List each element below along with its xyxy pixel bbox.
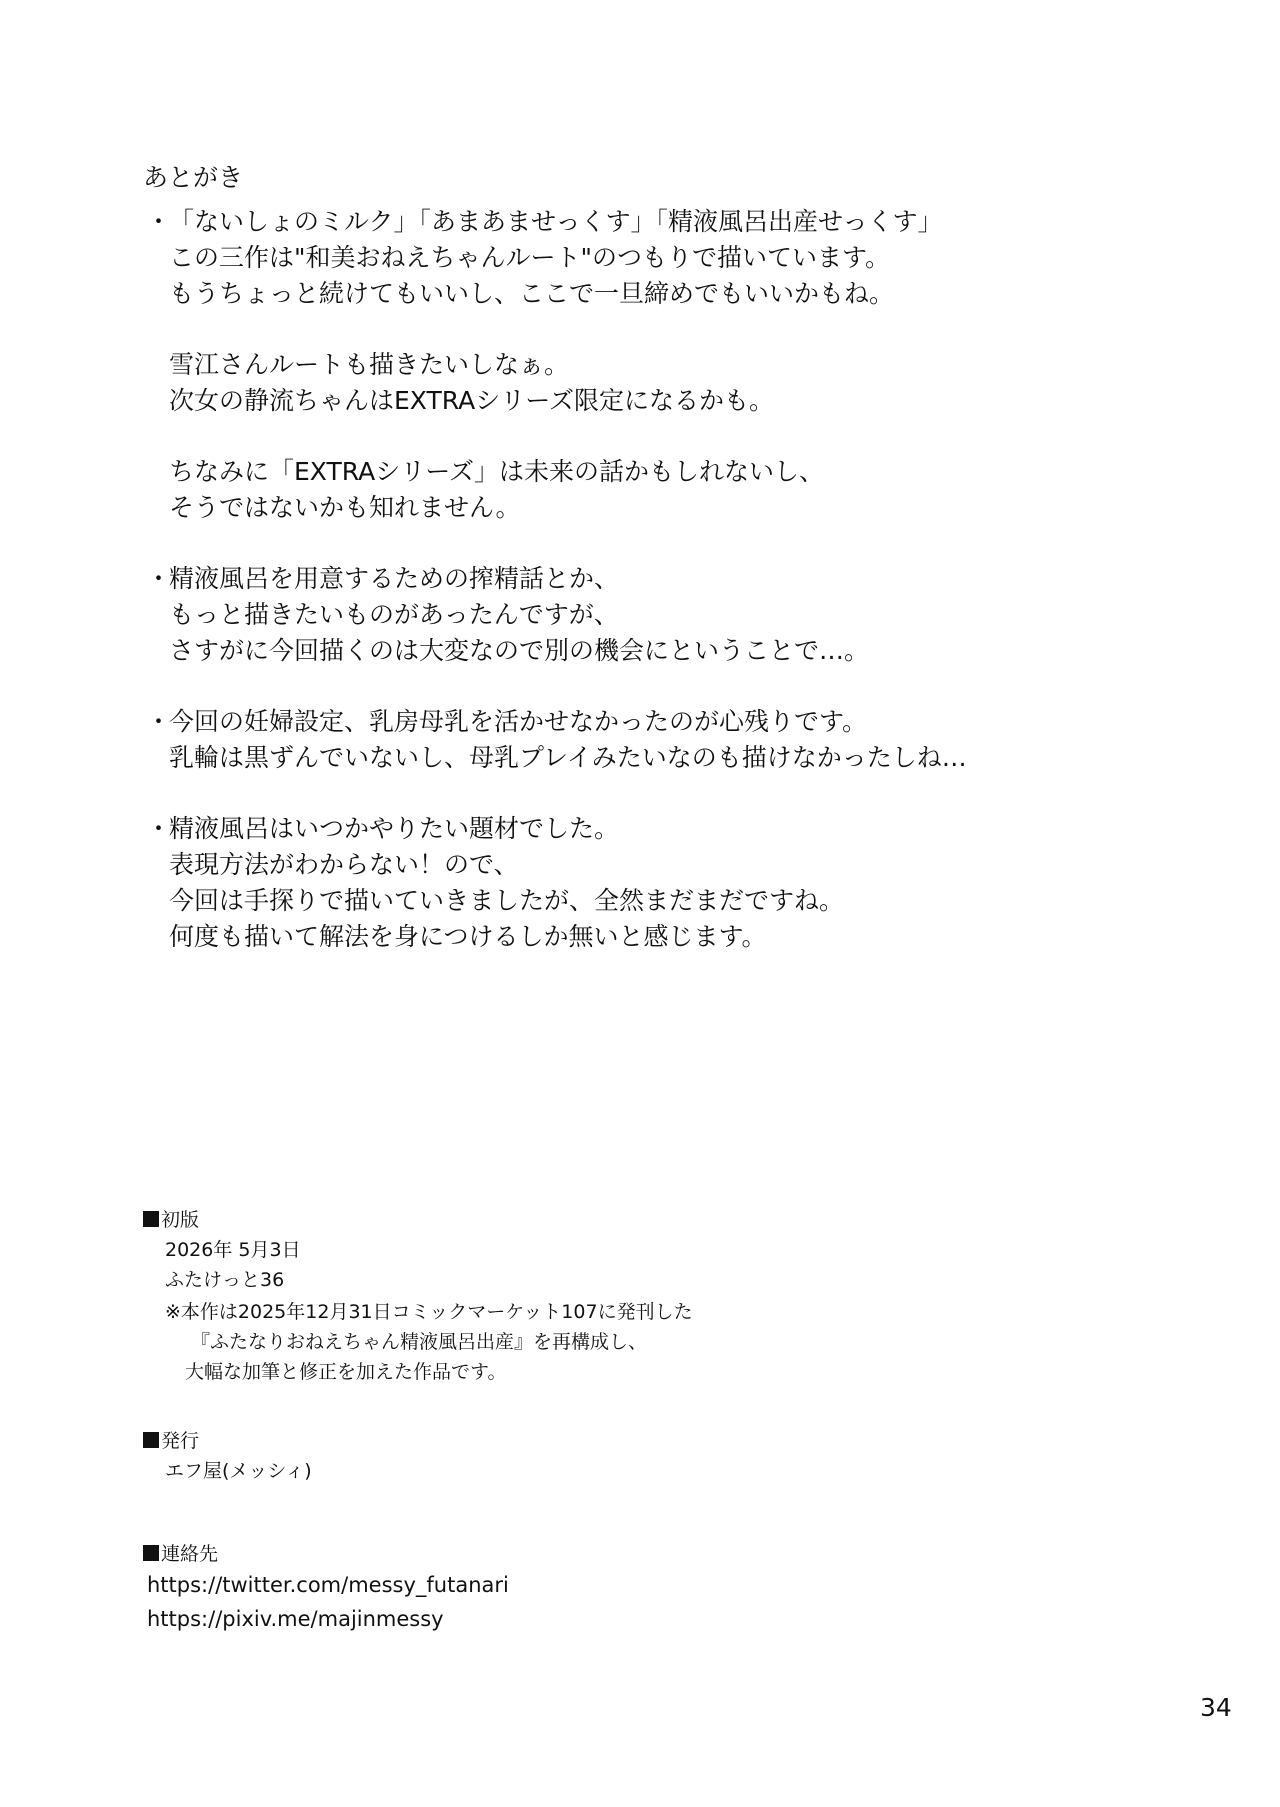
afterword-title: あとがき bbox=[143, 163, 244, 192]
publisher-heading bbox=[143, 1427, 199, 1455]
twitter-url: https://twitter.com/messy_futanari bbox=[147, 1573, 509, 1597]
page-number: 34 bbox=[1200, 1693, 1232, 1722]
afterword-line: 表現方法がわからない！ので、 bbox=[169, 850, 519, 879]
afterword-line: この三作は"和美おねえちゃんルート"のつもりで描いています。 bbox=[169, 243, 891, 272]
first-edition-heading bbox=[143, 1206, 199, 1234]
afterword-line: ちなみに「EXTRAシリーズ」は未来の話かもしれないし、 bbox=[169, 457, 824, 486]
afterword-line: そうではないかも知れません。 bbox=[169, 493, 521, 522]
bullet-1: ・ bbox=[146, 207, 172, 236]
square-bullet-icon bbox=[143, 1545, 159, 1561]
afterword-line: 乳輪は黒ずんでいないし、母乳プレイみたいなのも描けなかったしね… bbox=[169, 743, 967, 772]
afterword-line: もっと描きたいものがあったんですが、 bbox=[169, 600, 619, 629]
first-edition-note-line: 大幅な加筆と修正を加えた作品です。 bbox=[185, 1361, 507, 1383]
pixiv-url: https://pixiv.me/majinmessy bbox=[147, 1607, 444, 1631]
afterword-line: 精液風呂はいつかやりたい題材でした。 bbox=[169, 814, 620, 843]
afterword-line: さすがに今回描くのは大変なので別の機会にということで…。 bbox=[169, 636, 870, 665]
first-edition-note-line: ※本作は2025年12月31日コミックマーケット107に発刊した bbox=[165, 1301, 693, 1323]
afterword-line: 今回の妊婦設定、乳房母乳を活かせなかったのが心残りです。 bbox=[169, 707, 868, 736]
square-bullet-icon bbox=[143, 1432, 159, 1448]
afterword-line: 次女の静流ちゃんはEXTRAシリーズ限定になるかも。 bbox=[169, 386, 774, 415]
bullet-2: ・ bbox=[146, 564, 172, 593]
afterword-line: 精液風呂を用意するための搾精話とか、 bbox=[169, 564, 620, 593]
contact-heading bbox=[143, 1540, 218, 1568]
bullet-4: ・ bbox=[146, 814, 172, 843]
first-edition-event: ふたけっと36 bbox=[165, 1269, 285, 1291]
afterword-line: 雪江さんルートも描きたいしなぁ。 bbox=[169, 350, 570, 379]
first-edition-note-line: 『ふたなりおねえちゃん精液風呂出産』を再構成し、 bbox=[191, 1331, 648, 1353]
square-bullet-icon bbox=[143, 1211, 159, 1227]
afterword-line: 「ないしょのミルク」「あまあませっくす」「精液風呂出産せっくす」 bbox=[169, 207, 943, 236]
publisher-heading-text: 発行 bbox=[161, 1430, 200, 1452]
first-edition-heading-text: 初版 bbox=[161, 1209, 200, 1231]
bullet-3: ・ bbox=[146, 707, 172, 736]
first-edition-date: 2026年 5月3日 bbox=[165, 1239, 301, 1261]
afterword-line: 今回は手探りで描いていきましたが、全然まだまだですね。 bbox=[169, 886, 845, 915]
afterword-line: 何度も描いて解法を身につけるしか無いと感じます。 bbox=[169, 922, 767, 951]
afterword-line: もうちょっと続けてもいいし、ここで一旦締めでもいいかもね。 bbox=[169, 279, 895, 308]
publisher-name: エフ屋(メッシィ) bbox=[165, 1460, 312, 1482]
contact-heading-text: 連絡先 bbox=[161, 1543, 219, 1565]
